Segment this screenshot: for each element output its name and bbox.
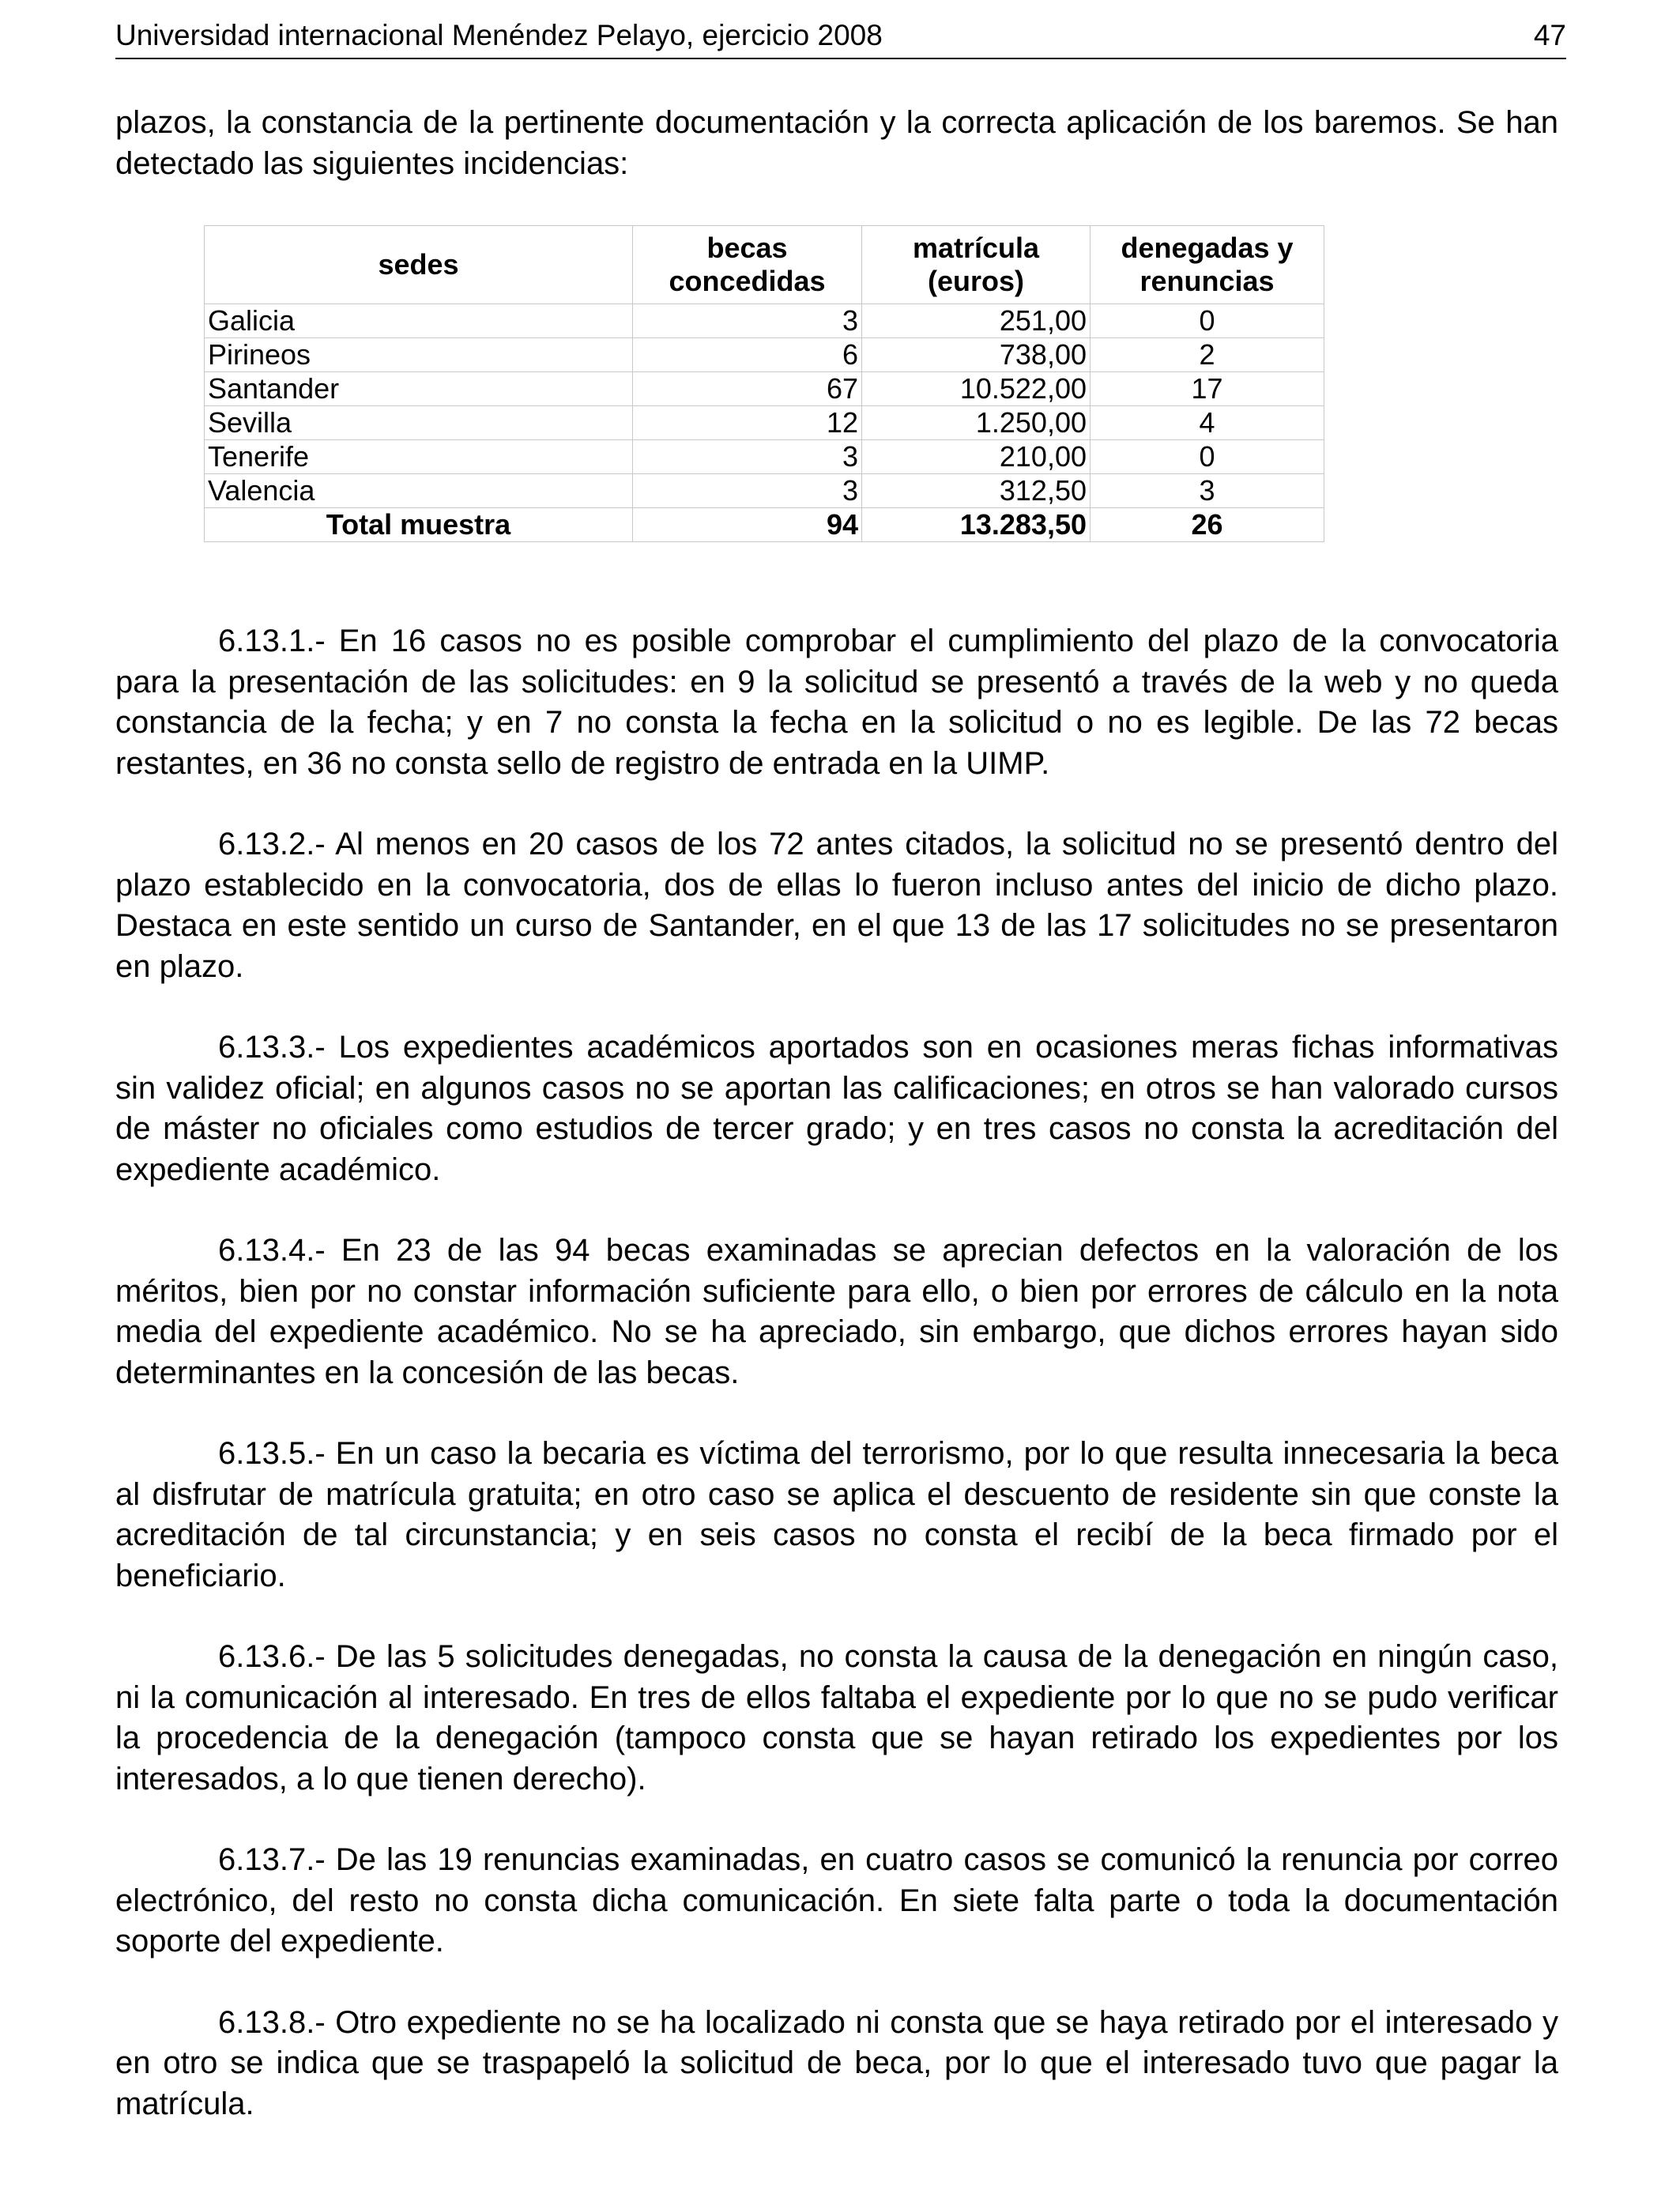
becas-table	[204, 225, 1324, 542]
cell-denegadas: 0	[1090, 304, 1324, 338]
header-matricula: matrícula (euros)	[862, 226, 1090, 304]
cell-denegadas: 0	[1090, 440, 1324, 474]
cell-sede: Tenerife	[205, 440, 633, 474]
cell-denegadas: 17	[1090, 372, 1324, 406]
paragraph-6-13-8: 6.13.8.- Otro expediente no se ha localizado ni consta que se haya retirado por el interesado y en otro se indica que se traspapeló la solicitud de beca, por lo que el interesado tuvo que pagar la matrícula.	[115, 2004, 1558, 2121]
paragraph-6-13-2: 6.13.2.- Al menos en 20 casos de los 72 antes citados, la solicitud no se presentó dentro del plazo establecido en la convocatoria, dos de ellas lo fueron incluso antes del inicio de dicho plazo. Destaca en este sentido un curso de Santander, en el que 13 de las 17 solicitudes no se presentaron en plazo.	[115, 827, 1558, 984]
total-denegadas: 26	[1090, 508, 1324, 542]
table-row	[205, 304, 1324, 338]
table-row	[205, 474, 1324, 508]
cell-becas: 6	[633, 338, 862, 372]
cell-sede: Galicia	[205, 304, 633, 338]
table-total-row	[205, 508, 1324, 542]
becas-table-container	[204, 225, 1558, 542]
cell-sede: Sevilla	[205, 406, 633, 440]
header-sedes: sedes	[205, 226, 633, 304]
paragraph-6-13-6: 6.13.6.- De las 5 solicitudes denegadas, no consta la causa de la denegación en ningún caso, ni la comunicación al interesado. En tres de ellos faltaba el expediente por lo que no se pudo verificar la procedencia de la denegación (tampoco consta que se hayan retirado los expedientes por los interesados, a lo que tienen derecho).	[115, 1639, 1558, 1796]
paragraph-6-13-1: 6.13.1.- En 16 casos no es posible comprobar el cumplimiento del plazo de la convocatoria para la presentación de las solicitudes: en 9 la solicitud se presentó a través de la web y no queda constancia de la fecha; y en 7 no consta la fecha en la solicitud o no es legible. De las 72 becas restantes, en 36 no consta sello de registro de entrada en la UIMP.	[115, 624, 1558, 781]
cell-becas: 3	[633, 440, 862, 474]
cell-matricula: 1.250,00	[862, 406, 1090, 440]
paragraph-6-13-5: 6.13.5.- En un caso la becaria es víctima del terrorismo, por lo que resulta innecesaria la beca al disfrutar de matrícula gratuita; en otro caso se aplica el descuento de residente sin que conste la acreditación de tal circunstancia; y en seis casos no consta el recibí de la beca firmado por el beneficiario.	[115, 1436, 1558, 1593]
header-divider	[115, 58, 1566, 59]
total-becas: 94	[633, 508, 862, 542]
cell-becas: 3	[633, 304, 862, 338]
cell-sede: Pirineos	[205, 338, 633, 372]
intro-paragraph: plazos, la constancia de la pertinente documentación y la correcta aplicación de los baremos. Se han detectado las siguientes incidencias:	[115, 105, 1558, 181]
paragraph-6-13-3: 6.13.3.- Los expedientes académicos aportados son en ocasiones meras fichas informativas sin validez oficial; en algunos casos no se aportan las calificaciones; en otros se han valorado cursos de máster no oficiales como estudios de tercer grado; y en tres casos no consta la acreditación del expediente académico.	[115, 1030, 1558, 1187]
paragraph-6-13-4: 6.13.4.- En 23 de las 94 becas examinadas se aprecian defectos en la valoración de los méritos, bien por no constar información suficiente para ello, o bien por errores de cálculo en la nota media del expediente académico. No se ha apreciado, sin embargo, que dichos errores hayan sido determinantes en la concesión de las becas.	[115, 1233, 1558, 1390]
cell-becas: 67	[633, 372, 862, 406]
header-becas-concedidas: becas concedidas	[633, 226, 862, 304]
cell-denegadas: 4	[1090, 406, 1324, 440]
cell-sede: Santander	[205, 372, 633, 406]
table-header-row	[205, 226, 1324, 304]
cell-matricula: 210,00	[862, 440, 1090, 474]
cell-denegadas: 2	[1090, 338, 1324, 372]
table-row	[205, 406, 1324, 440]
header-title: Universidad internacional Menéndez Pelayo, ejercicio 2008	[115, 19, 883, 51]
header-denegadas: denegadas y renuncias	[1090, 226, 1324, 304]
table-row	[205, 338, 1324, 372]
cell-matricula: 312,50	[862, 474, 1090, 508]
cell-matricula: 738,00	[862, 338, 1090, 372]
total-matricula: 13.283,50	[862, 508, 1090, 542]
page-header	[115, 17, 1566, 54]
cell-denegadas: 3	[1090, 474, 1324, 508]
page-number: 47	[1533, 19, 1566, 51]
cell-becas: 12	[633, 406, 862, 440]
paragraph-6-13-7: 6.13.7.- De las 19 renuncias examinadas, en cuatro casos se comunicó la renuncia por correo electrónico, del resto no consta dicha comunicación. En siete falta parte o toda la documentación soporte del expediente.	[115, 1842, 1558, 1958]
page-body	[115, 103, 1558, 2124]
table-row	[205, 372, 1324, 406]
total-label: Total muestra	[205, 508, 633, 542]
cell-matricula: 10.522,00	[862, 372, 1090, 406]
cell-matricula: 251,00	[862, 304, 1090, 338]
cell-sede: Valencia	[205, 474, 633, 508]
table-row	[205, 440, 1324, 474]
cell-becas: 3	[633, 474, 862, 508]
